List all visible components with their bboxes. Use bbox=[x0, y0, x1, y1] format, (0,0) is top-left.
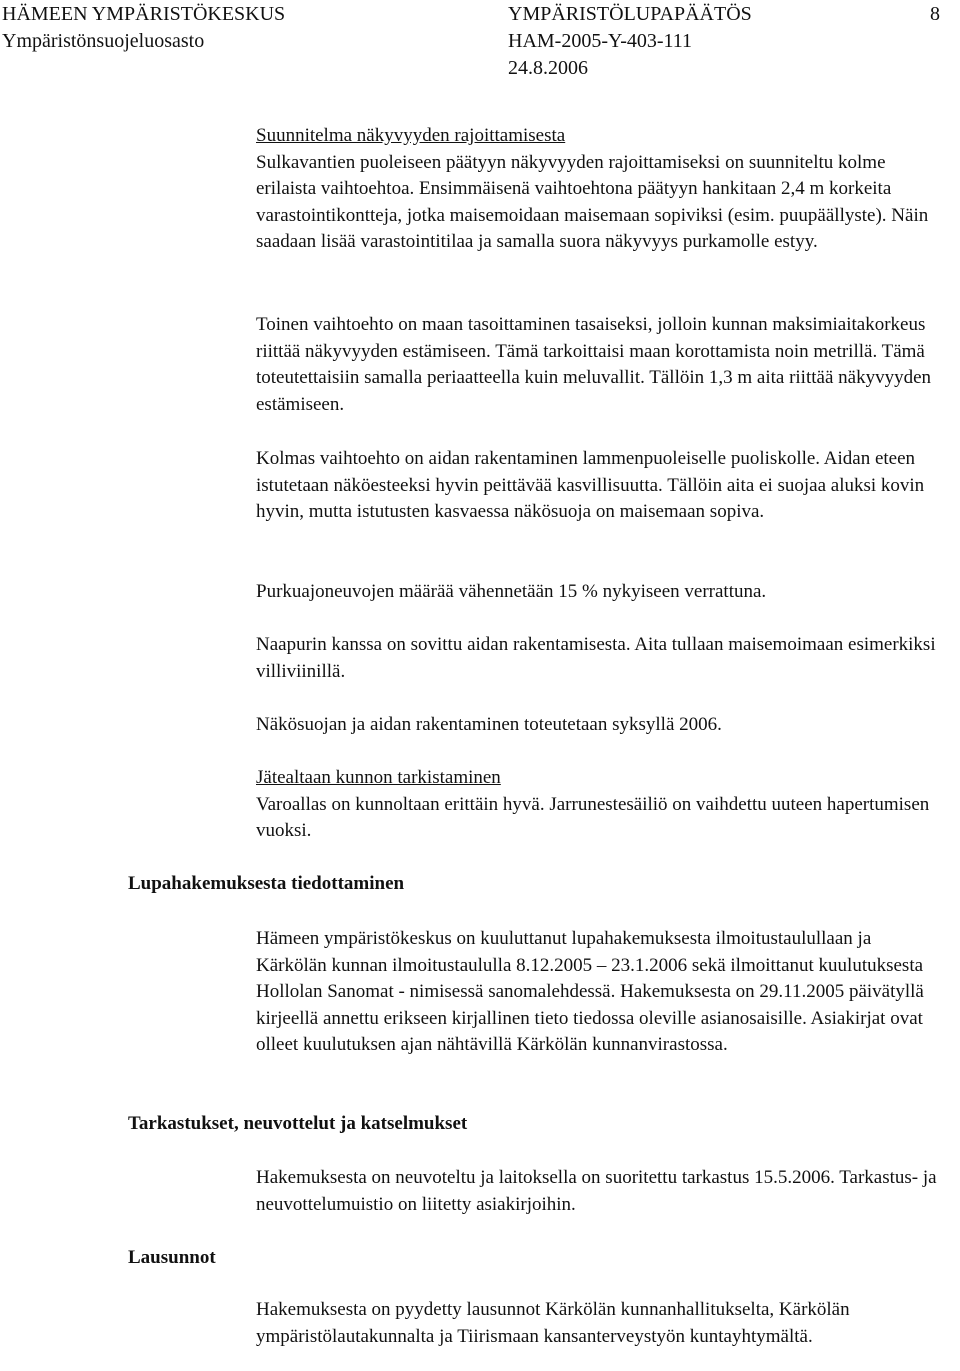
notice-heading: Lupahakemuksesta tiedottaminen bbox=[128, 873, 405, 894]
waste-basin-section bbox=[256, 765, 946, 845]
visibility-paragraph-2-block bbox=[256, 312, 946, 418]
inspections-section bbox=[256, 1165, 946, 1218]
visibility-paragraph-5-block bbox=[256, 632, 946, 685]
visibility-paragraph-1: Sulkavantien puoleiseen päätyyn näkyvyyden rajoittamiseksi on suunniteltu kolme erilaista vaihtoehtoa. Ensimmäisenä vaihtoehtona päätyyn hankitaan 2,4 m korkeita varastointikontteja, jotka maisemoidaan maisemaan sopiviksi (esim. puupäällyste). Näin saadaan lisää varastointitilaa ja samalla suora näkyvyys purkamolle estyy. bbox=[256, 151, 929, 252]
header-page-number: 8 bbox=[930, 3, 940, 25]
inspections-heading: Tarkastukset, neuvottelut ja katselmukset bbox=[128, 1113, 468, 1134]
visibility-paragraph-4: Purkuajoneuvojen määrää vähennetään 15 % nykyiseen verrattuna. bbox=[256, 581, 767, 602]
header-document-type: YMPÄRISTÖLUPAPÄÄTÖS bbox=[508, 3, 752, 25]
header-date: 24.8.2006 bbox=[508, 57, 588, 79]
waste-basin-title: Jätealtaan kunnon tarkistaminen bbox=[256, 767, 501, 788]
header-document-number: HAM-2005-Y-403-111 bbox=[508, 30, 693, 52]
visibility-section bbox=[256, 123, 946, 256]
statements-heading: Lausunnot bbox=[128, 1247, 216, 1268]
notice-text: Hämeen ympäristökeskus on kuuluttanut lupahakemuksesta ilmoitustaulullaan ja Kärkölän kunnan ilmoitustaululla 8.12.2005 – 23.1.2006 sekä ilmoittanut kuulutuksesta Hollolan Sanomat - nimisessä sanomalehdessä. Hakemuksesta on 29.11.2005 päivätyllä kirjeellä annettu erikseen kirjallinen tieto tiedossa oleville asianosaisille. Asiakirjat ovat olleet kuulutuksen ajan nähtävillä Kärkölän kunnanvirastossa. bbox=[256, 928, 924, 1055]
notice-section bbox=[256, 926, 946, 1059]
header-organization: HÄMEEN YMPÄRISTÖKESKUS bbox=[2, 3, 286, 25]
visibility-paragraph-3: Kolmas vaihtoehto on aidan rakentaminen lammenpuoleiselle puoliskolle. Aidan eteen istutetaan näköesteeksi hyvin peittävää kasvillisuutta. Tällöin aita ei suojaa aluksi kovin hyvin, mutta istutusten kasvaessa näkösuoja on maisemaan sopiva. bbox=[256, 448, 925, 522]
visibility-paragraph-4-block bbox=[256, 579, 946, 606]
header-department: Ympäristönsuojeluosasto bbox=[2, 30, 205, 52]
visibility-title: Suunnitelma näkyvyyden rajoittamisesta bbox=[256, 125, 566, 146]
inspections-text: Hakemuksesta on neuvoteltu ja laitoksella on suoritettu tarkastus 15.5.2006. Tarkastus- ja neuvottelumuistio on liitetty asiakirjoihin. bbox=[256, 1167, 937, 1215]
statements-text: Hakemuksesta on pyydetty lausunnot Kärkölän kunnanhallitukselta, Kärkölän ympäristölautakunnalta ja Tiirismaan kansanterveystyön kuntayhtymältä. bbox=[256, 1299, 850, 1347]
visibility-paragraph-2: Toinen vaihtoehto on maan tasoittaminen tasaiseksi, jolloin kunnan maksimiaitakorkeus riittää näkyvyyden estämiseen. Tämä tarkoittaisi maan korottamista noin metrillä. Tämä toteutettaisiin samalla periaatteella kuin meluvallit. Tällöin 1,3 m aita riittää näkyvyyden estämiseen. bbox=[256, 314, 932, 415]
visibility-paragraph-3-block bbox=[256, 446, 946, 526]
statements-section bbox=[256, 1297, 946, 1350]
visibility-paragraph-6: Näkösuojan ja aidan rakentaminen toteutetaan syksyllä 2006. bbox=[256, 714, 722, 735]
visibility-paragraph-6-block bbox=[256, 712, 946, 739]
waste-basin-text: Varoallas on kunnoltaan erittäin hyvä. Jarrunestesäiliö on vaihdettu uuteen hapertumisen vuoksi. bbox=[256, 793, 930, 841]
visibility-paragraph-5: Naapurin kanssa on sovittu aidan rakentamisesta. Aita tullaan maisemoimaan esimerkiksi villiviinillä. bbox=[256, 634, 936, 682]
